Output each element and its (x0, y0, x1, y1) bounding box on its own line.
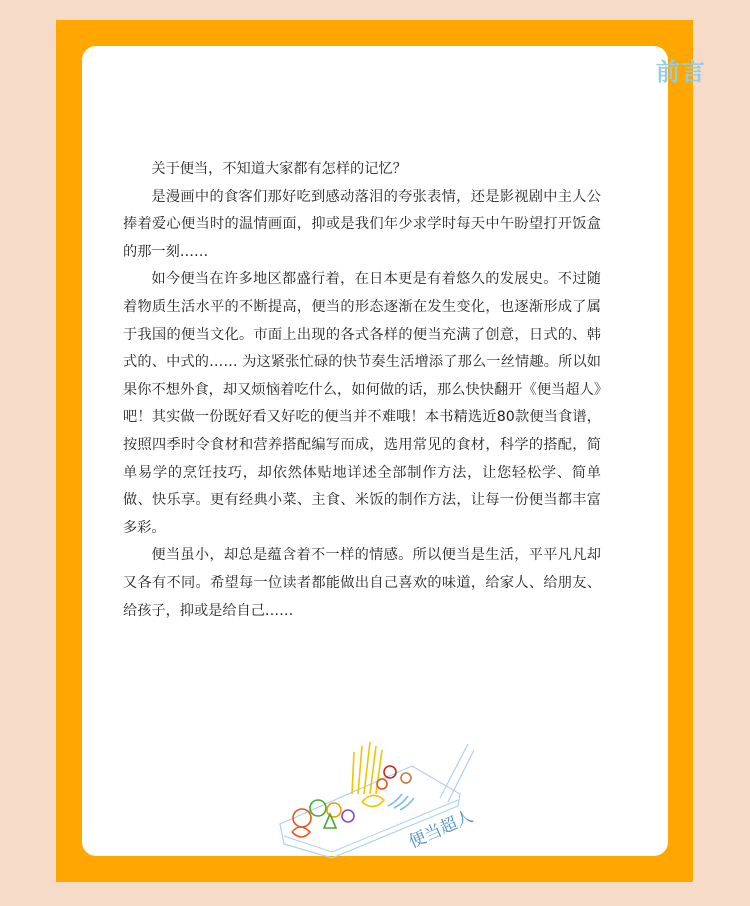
paragraph-4: 便当虽小，却总是蕴含着不一样的情感。所以便当是生活，平平凡凡却又各有不同。希望每一位读者都能做出自己喜欢的味道，给家人、给朋友、给孩子，抑或是给自己…… (123, 547, 601, 619)
paragraph-3: 如今便当在许多地区都盛行着，在日本更是有着悠久的发展史。不过随着物质生活水平的不断提高，便当的形态逐渐在发生变化，也逐渐形成了属于我国的便当文化。市面上出现的各式各样的便当充满了创意，日式的、韩式的、中式的…… 为这紧张忙碌的快节奏生活增添了那么一丝情趣。所以如果你不想外食，却又烦恼着吃什么，如何做的话，那么快快翻开《便当超人》吧！其实做一份既好看又好吃的便当并不难哦！本书精选近80款便当食谱，按照四季时令食材和营养搭配编写而成，选用常见的食材，科学的搭配，简单易学的烹饪技巧，却依然体贴地详述全部制作方法，让您轻松学、简单做、快乐享。更有经典小菜、主食、米饭的制作方法，让每一份便当都丰富多彩。 (123, 271, 601, 536)
paragraph-2: 是漫画中的食客们那好吃到感动落泪的夸张表情，还是影视剧中主人公捧着爱心便当时的温情画面，抑或是我们年少求学时每天中午盼望打开饭盒的那一刻…… (123, 188, 601, 260)
preface-body (123, 156, 601, 625)
page-title: 前言 (656, 58, 706, 86)
paragraph-1: 关于便当，不知道大家都有怎样的记忆？ (151, 161, 407, 177)
bento-box-illustration (262, 736, 482, 860)
illustration-lettering: 便当超人 (405, 806, 477, 853)
